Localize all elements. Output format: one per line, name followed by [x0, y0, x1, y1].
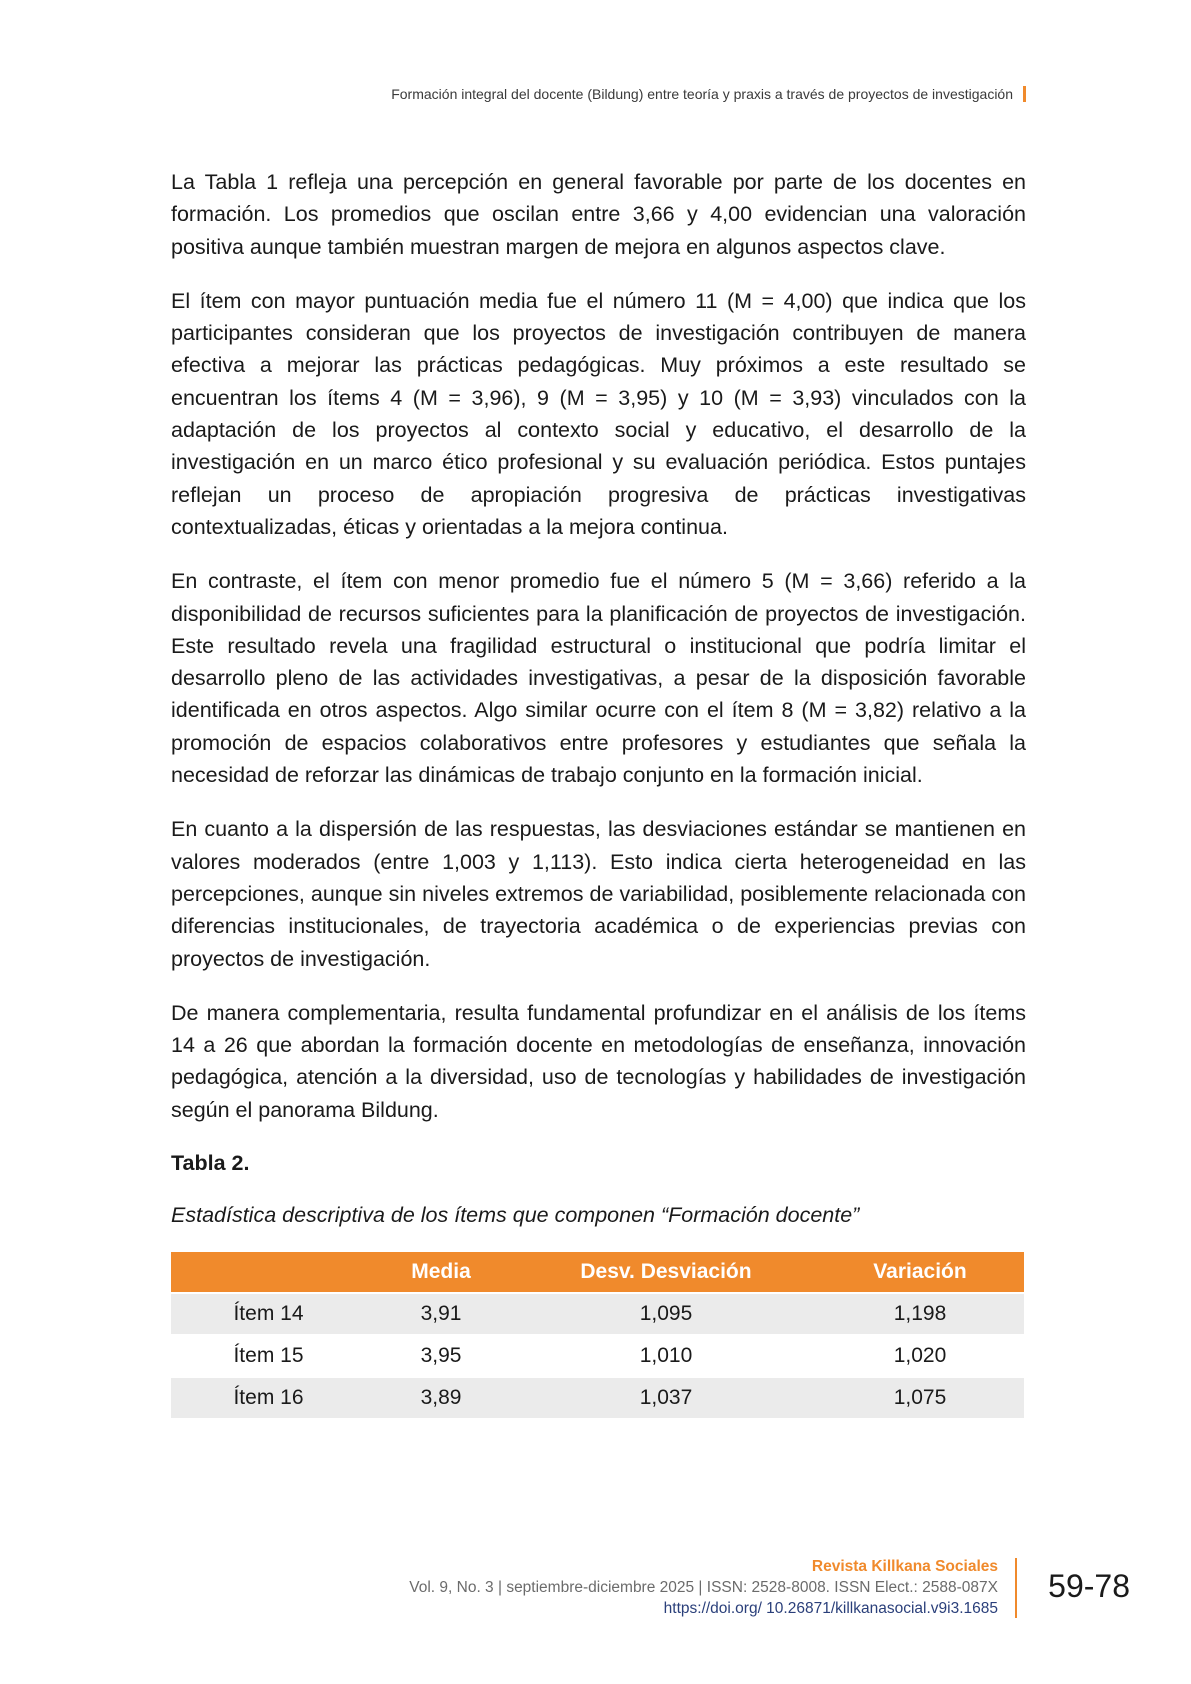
page-range: 59-78: [1048, 1568, 1130, 1604]
page-footer: [170, 1556, 1130, 1620]
running-title: Formación integral del docente (Bildung) entre teoría y praxis a través de proyectos de investigación: [391, 86, 1013, 102]
paragraph-3: En contraste, el ítem con menor promedio fue el número 5 (M = 3,66) referido a la disponibilidad de recursos suficientes para la planificación de proyectos de investigación. Este resultado revela una fragilidad estructural o institucional que podría limitar el desarrollo pleno de las actividades investigativas, a pesar de la disposición favorable identificada en otros aspectos. Algo similar ocurre con el ítem 8 (M = 3,82) relativo a la promoción de espacios colaborativos entre profesores y estudiantes que señala la necesidad de reforzar las dinámicas de trabajo conjunto en la formación inicial.: [171, 569, 1026, 788]
cell-media: 3,89: [366, 1377, 516, 1418]
cell-variacion: 1,198: [816, 1293, 1024, 1335]
header-cell-media: Media: [366, 1252, 516, 1293]
paragraph-5: De manera complementaria, resulta fundamental profundizar en el análisis de los ítems 14 a 26 que abordan la formación docente en metodologías de enseñanza, innovación pedagógica, atención a la diversidad, uso de tecnologías y habilidades de investigación según el panorama Bildung.: [171, 1000, 1026, 1122]
header-cell-variacion: Variación: [816, 1252, 1024, 1293]
cell-desviacion: 1,010: [516, 1335, 816, 1377]
cell-desviacion: 1,095: [516, 1293, 816, 1335]
paragraph-4: En cuanto a la dispersión de las respuestas, las desviaciones estándar se mantienen en valores moderados (entre 1,003 y 1,113). Esto indica cierta heterogeneidad en las percepciones, aunque sin niveles extremos de variabilidad, posiblemente relacionada con diferencias institucionales, de trayectoria académica o de experiencias previas con proyectos de investigación.: [171, 817, 1026, 971]
table-row: [171, 1293, 1024, 1335]
paragraph-2: El ítem con mayor puntuación media fue el número 11 (M = 4,00) que indica que los participantes consideran que los proyectos de investigación contribuyen de manera efectiva a mejorar las prácticas pedagógicas. Muy próximos a este resultado se encuentran los ítems 4 (M = 3,96), 9 (M = 3,95) y 10 (M = 3,93) vinculados con la adaptación de los proyectos al contexto social y educativo, el desarrollo de la investigación en un marco ético profesional y su evaluación periódica. Estos puntajes reflejan un proceso de apropiación progresiva de prácticas investigativas contextualizadas, éticas y orientadas a la mejora continua.: [171, 288, 1026, 539]
main-content: [171, 166, 1026, 1418]
footer-divider: [1015, 1558, 1017, 1618]
table-label: Tabla 2.: [171, 1151, 250, 1176]
header-cell-desviacion: Desv. Desviación: [516, 1252, 816, 1293]
running-header: [391, 86, 1026, 102]
doi-link[interactable]: https://doi.org/ 10.26871/killkanasocial.v9i3.1685: [663, 1600, 998, 1617]
cell-media: 3,95: [366, 1335, 516, 1377]
table-row: [171, 1377, 1024, 1418]
descriptive-stats-table: [171, 1252, 1024, 1418]
table-header-row: [171, 1252, 1024, 1293]
table-row: [171, 1335, 1024, 1377]
journal-name: Revista Killkana Sociales: [811, 1558, 998, 1575]
cell-variacion: 1,020: [816, 1335, 1024, 1377]
cell-desviacion: 1,037: [516, 1377, 816, 1418]
volume-issn-line: Vol. 9, No. 3 | septiembre-diciembre 2025 | ISSN: 2528-8008. ISSN Elect.: 2588-087X: [409, 1579, 998, 1596]
cell-variacion: 1,075: [816, 1377, 1024, 1418]
header-accent-bar: [1023, 86, 1026, 102]
cell-item: Ítem 14: [171, 1293, 366, 1335]
cell-item: Ítem 16: [171, 1377, 366, 1418]
header-cell-item: [171, 1252, 366, 1293]
table-caption: Estadística descriptiva de los ítems que componen “Formación docente”: [171, 1203, 860, 1228]
footer-info: [409, 1556, 998, 1619]
paragraph-1: La Tabla 1 refleja una percepción en general favorable por parte de los docentes en formación. Los promedios que oscilan entre 3,66 y 4,00 evidencian una valoración positiva aunque también muestran margen de mejora en algunos aspectos clave.: [171, 170, 1026, 259]
cell-item: Ítem 15: [171, 1335, 366, 1377]
cell-media: 3,91: [366, 1293, 516, 1335]
